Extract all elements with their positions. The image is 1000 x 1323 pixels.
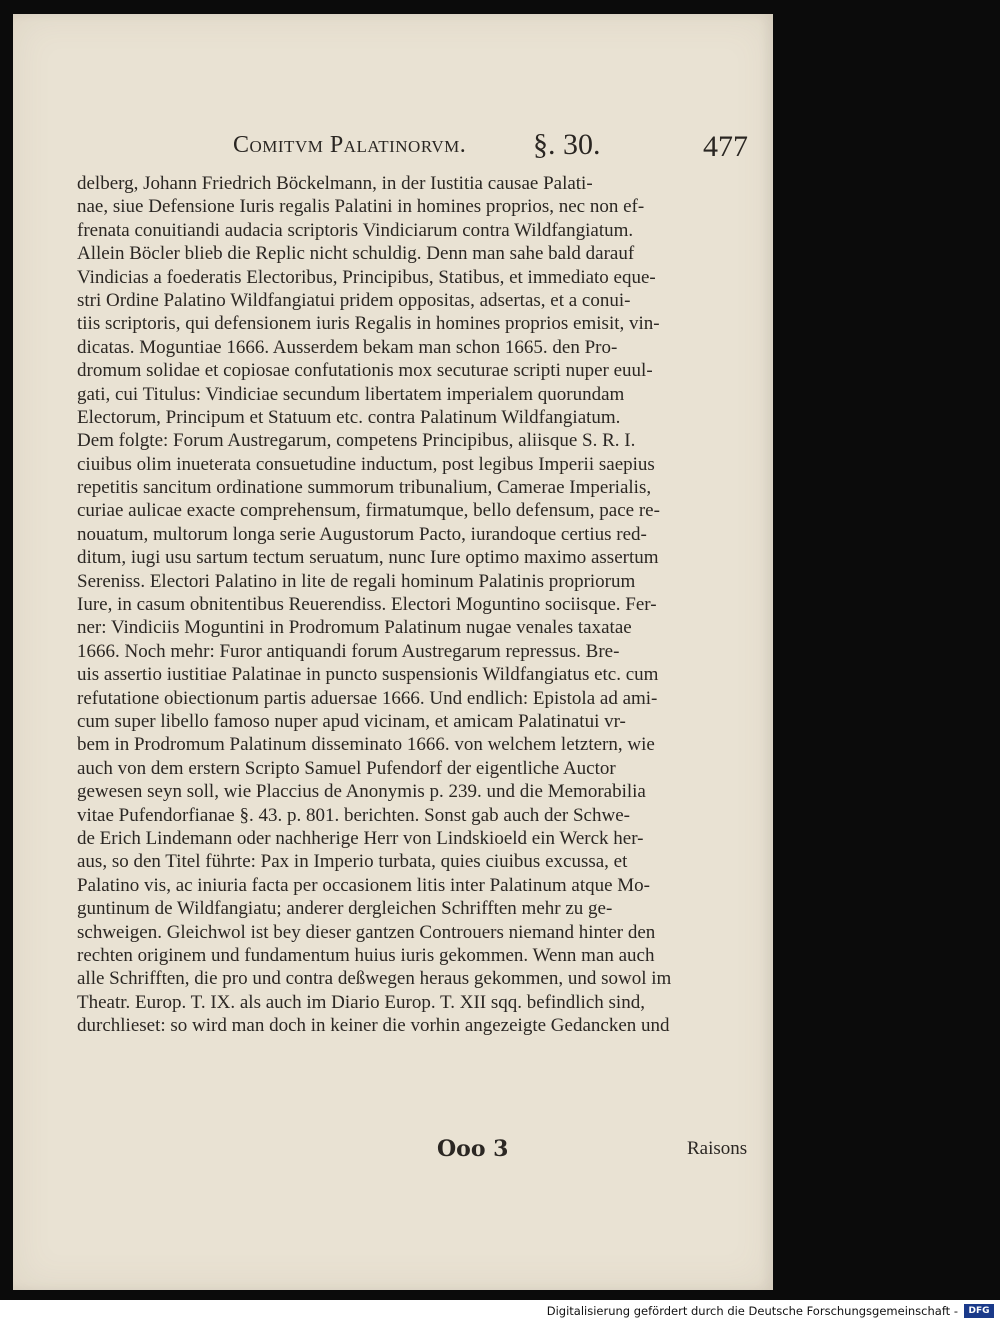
page-footer xyxy=(13,1136,773,1176)
text-line: cum super libello famoso nuper apud vicinam, et amicam Palatinatui vr- xyxy=(77,710,626,732)
text-line: refutatione obiectionum partis aduersae 1666. Und endlich: Epistola ad ami- xyxy=(77,687,658,709)
text-line: Iure, in casum obnitentibus Reuerendiss. Electori Moguntino sociisque. Fer- xyxy=(77,594,657,616)
text-line: rechten originem und fundamentum huius iuris gekommen. Wenn man auch xyxy=(77,944,655,966)
text-line: Vindicias a foederatis Electoribus, Principibus, Statibus, et immediato eque- xyxy=(77,266,656,288)
running-title: Comitvm Palatinorvm. xyxy=(233,132,467,158)
text-line: curiae aulicae exacte comprehensum, firmatumque, bello defensum, pace re- xyxy=(77,500,660,522)
text-line: guntinum de Wildfangiatu; anderer dergleichen Schrifften mehr zu ge- xyxy=(77,898,613,920)
text-line: gewesen seyn soll, wie Placcius de Anonymis p. 239. und die Memorabilia xyxy=(77,781,646,803)
text-line: dromum solidae et copiosae confutationis mox secuturae scripti nuper euul- xyxy=(77,360,653,382)
text-line: uis assertio iustitiae Palatinae in puncto suspensionis Wildfangiatus etc. cum xyxy=(77,664,659,686)
text-line: 1666. Noch mehr: Furor antiquandi forum Austregarum repressus. Bre- xyxy=(77,640,620,662)
text-line: Palatino vis, ac iniuria facta per occasionem litis inter Palatinum atque Mo- xyxy=(77,874,650,896)
text-line: Allein Böcler blieb die Replic nicht schuldig. Denn man sahe bald darauf xyxy=(77,243,635,265)
running-head xyxy=(13,128,773,168)
section-number: §. 30. xyxy=(533,128,601,161)
dfg-logo: DFG xyxy=(964,1304,994,1318)
text-line: ner: Vindiciis Moguntini in Prodromum Palatinum nugae venales taxatae xyxy=(77,617,632,639)
catchword: Raisons xyxy=(687,1138,748,1159)
text-line: Theatr. Europ. T. IX. als auch im Diario Europ. T. XII sqq. befindlich sind, xyxy=(77,991,645,1013)
text-line: frenata conuitiandi audacia scriptoris Vindiciarum contra Wildfangiatum. xyxy=(77,219,634,241)
text-line: gati, cui Titulus: Vindiciae secundum libertatem imperialem quorundam xyxy=(77,383,625,405)
credit-bar xyxy=(0,1300,1000,1323)
text-line: tiis scriptoris, qui defensionem iuris Regalis in homines proprios emisit, vin- xyxy=(77,313,660,335)
text-line: nae, siue Defensione Iuris regalis Palatini in homines proprios, nec non ef- xyxy=(77,196,645,218)
text-line: nouatum, multorum longa serie Augustorum Pacto, iurandoque certius red- xyxy=(77,523,647,545)
text-line: auch von dem erstern Scripto Samuel Pufendorf der eigentliche Auctor xyxy=(77,757,616,779)
text-line: Sereniss. Electori Palatino in lite de regali hominum Palatinis propriorum xyxy=(77,570,636,592)
text-line: delberg, Johann Friedrich Böckelmann, in der Iustitia causae Palati- xyxy=(77,173,593,194)
body-text xyxy=(77,172,773,1037)
text-line: ditum, iugi usu sartum tectum seruatum, nunc Iure optimo maximo assertum xyxy=(77,547,659,569)
funding-credit: Digitalisierung gefördert durch die Deutsche Forschungsgemeinschaft - xyxy=(546,1304,958,1318)
book-page xyxy=(13,14,773,1290)
text-line: durchlieset: so wird man doch in keiner die vorhin angezeigte Gedancken und xyxy=(77,1015,670,1037)
page-number: 477 xyxy=(703,130,748,163)
text-line: aus, so den Titel führte: Pax in Imperio turbata, quies ciuibus excussa, et xyxy=(77,851,628,873)
text-line: de Erich Lindemann oder nachherige Herr von Lindskioeld ein Werck her- xyxy=(77,827,644,849)
text-line: ciuibus olim inueterata consuetudine inductum, post legibus Imperii saepius xyxy=(77,453,655,475)
text-line: stri Ordine Palatino Wildfangiatui pridem oppositas, adsertas, et a conui- xyxy=(77,289,631,311)
text-line: vitae Pufendorfianae §. 43. p. 801. berichten. Sonst gab auch der Schwe- xyxy=(77,804,630,826)
text-line: bem in Prodromum Palatinum disseminato 1666. von welchem letztern, wie xyxy=(77,734,655,756)
signature-mark: Ooo 3 xyxy=(437,1136,509,1162)
text-line: dicatas. Moguntiae 1666. Ausserdem bekam man schon 1665. den Pro- xyxy=(77,336,618,358)
text-line: repetitis sancitum ordinatione summorum tribunalium, Camerae Imperialis, xyxy=(77,477,652,499)
text-line: alle Schrifften, die pro und contra deßwegen heraus gekommen, und sowol im xyxy=(77,968,672,990)
text-line: Dem folgte: Forum Austregarum, competens Principibus, aliisque S. R. I. xyxy=(77,430,636,452)
text-line: Electorum, Principum et Statuum etc. contra Palatinum Wildfangiatum. xyxy=(77,406,621,428)
text-line: schweigen. Gleichwol ist bey dieser gantzen Controuers niemand hinter den xyxy=(77,921,656,943)
